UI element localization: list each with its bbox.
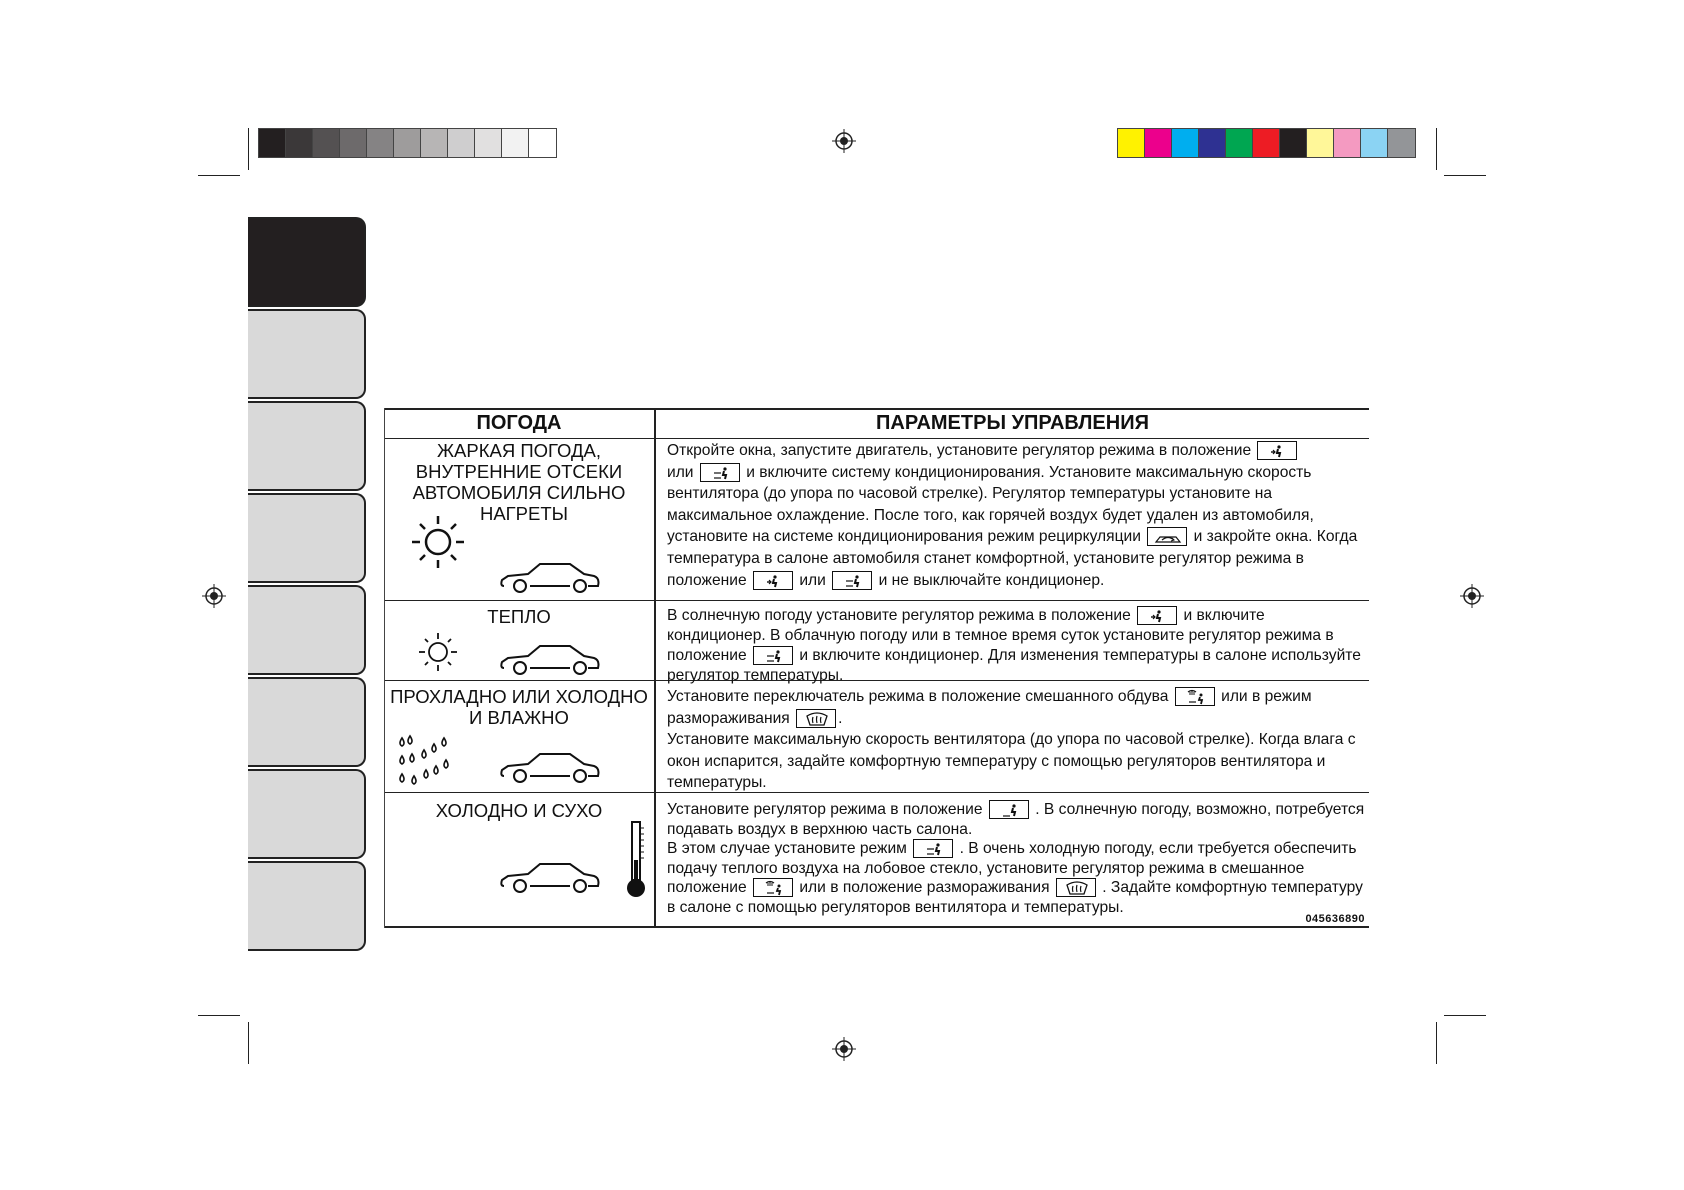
sun-icon <box>408 512 468 572</box>
controls-warm: В солнечную погоду установите регулятор режима в положение и включите кондиционер. В облачную погоду или в темное время суток установите регулятор режима в положение и включите кондиционер. Для изменения температуры в салоне используйте регулятор температуры. <box>667 607 1361 684</box>
weather-controls-table <box>384 408 1369 928</box>
weather-title-cool-humid: ПРОХЛАДНО ИЛИ ХОЛОДНО И ВЛАЖНО <box>390 686 648 728</box>
section-tab[interactable] <box>248 769 366 859</box>
gray-swatch <box>502 129 529 157</box>
color-swatch <box>1361 129 1388 157</box>
face-vent-icon <box>1137 606 1177 625</box>
color-swatch <box>1118 129 1145 157</box>
crop-mark <box>1444 1015 1486 1016</box>
gray-swatch <box>529 129 556 157</box>
crop-mark <box>248 128 249 170</box>
defrost-icon <box>1056 878 1096 897</box>
gray-swatch <box>286 129 313 157</box>
section-tab-active[interactable] <box>248 217 366 307</box>
bilevel-vent-icon <box>913 839 953 858</box>
car-icon <box>500 556 600 596</box>
color-swatch <box>1253 129 1280 157</box>
section-tab[interactable] <box>248 401 366 491</box>
section-tab[interactable] <box>248 861 366 951</box>
bilevel-vent-icon <box>700 463 740 482</box>
color-swatch <box>1334 129 1361 157</box>
color-swatch <box>1199 129 1226 157</box>
gray-swatch <box>448 129 475 157</box>
gray-swatch <box>421 129 448 157</box>
section-tab[interactable] <box>248 585 366 675</box>
thermometer-icon <box>624 820 648 900</box>
crop-mark <box>248 1022 249 1064</box>
weather-title-warm: ТЕПЛО <box>487 606 551 627</box>
color-swatch <box>1145 129 1172 157</box>
mixed-mode-icon <box>1175 687 1215 706</box>
mixed-mode-icon <box>753 878 793 897</box>
defrost-icon <box>796 709 836 728</box>
grayscale-calibration-strip <box>258 128 557 158</box>
gray-swatch <box>313 129 340 157</box>
section-tab[interactable] <box>248 493 366 583</box>
gray-swatch <box>259 129 286 157</box>
small-sun-icon <box>416 630 460 674</box>
controls-cold-dry: Установите регулятор режима в положение . В солнечную погоду, возможно, потребуется подавать воздух в верхнюю часть салона. В этом случае установите режим . В очень холодную погоду, если требуется обеспечить подачу теплого воздуха на лобовое стекло, установите регулятор режима в смешанное положение или в положение размораживания . Задайте комфортную температуру в салоне с помощью регуляторов вентилятора и температуры. <box>667 801 1365 916</box>
raindrops-icon <box>396 730 456 788</box>
gray-swatch <box>367 129 394 157</box>
registration-mark-icon <box>202 584 226 608</box>
column-header-weather: ПОГОДА <box>476 412 562 434</box>
gray-swatch <box>475 129 502 157</box>
face-vent-icon <box>1257 441 1297 460</box>
crop-mark <box>1436 1022 1437 1064</box>
column-header-controls: ПАРАМЕТРЫ УПРАВЛЕНИЯ <box>876 412 1149 434</box>
floor-vent-icon <box>989 800 1029 819</box>
color-swatch <box>1307 129 1334 157</box>
car-icon <box>500 856 600 896</box>
color-swatch <box>1280 129 1307 157</box>
color-swatch <box>1172 129 1199 157</box>
controls-cool-humid: Установите переключатель режима в положение смешанного обдува или в режим размораживания . Установите максимальную скорость вентилятора (до упора по часовой стрелке). Когда влага с окон испарится, задайте комфортную температуру с помощью регуляторов вентилятора и температуры. <box>667 688 1356 792</box>
color-swatch <box>1388 129 1415 157</box>
recirculation-icon <box>1147 527 1187 546</box>
figure-code: 045636890 <box>1305 913 1365 925</box>
face-vent-icon <box>753 571 793 590</box>
weather-title-cold-dry: ХОЛОДНО И СУХО <box>435 800 603 821</box>
section-tab[interactable] <box>248 309 366 399</box>
registration-mark-icon <box>832 1037 856 1061</box>
bilevel-vent-icon <box>753 646 793 665</box>
car-icon <box>500 638 600 678</box>
crop-mark <box>198 1015 240 1016</box>
color-calibration-strip <box>1117 128 1416 158</box>
registration-mark-icon <box>832 129 856 153</box>
color-swatch <box>1226 129 1253 157</box>
controls-hot: Откройте окна, запустите двигатель, установите регулятор режима в положение или и включите систему кондиционирования. Установите максимальную скорость вентилятора (до упора по часовой стрелке). Регулятор температуры установите на максимальное охлаждение. После того, как горячей воздух будет удален из автомобиля, установите на системе кондиционирования режим рециркуляции и закройте окна. Когда температура в салоне автомобиля станет комфортной, установите регулятор режима в положение или и не выключайте кондиционер. <box>667 442 1358 589</box>
registration-mark-icon <box>1460 584 1484 608</box>
car-icon <box>500 746 600 786</box>
crop-mark <box>1436 128 1437 170</box>
weather-title-hot: ЖАРКАЯ ПОГОДА, ВНУТРЕННИЕ ОТСЕКИ АВТОМОБИЛЯ СИЛЬНО НАГРЕТЫ <box>412 440 626 524</box>
gray-swatch <box>340 129 367 157</box>
bilevel-vent-icon <box>832 571 872 590</box>
crop-mark <box>198 175 240 176</box>
section-tab[interactable] <box>248 677 366 767</box>
crop-mark <box>1444 175 1486 176</box>
gray-swatch <box>394 129 421 157</box>
